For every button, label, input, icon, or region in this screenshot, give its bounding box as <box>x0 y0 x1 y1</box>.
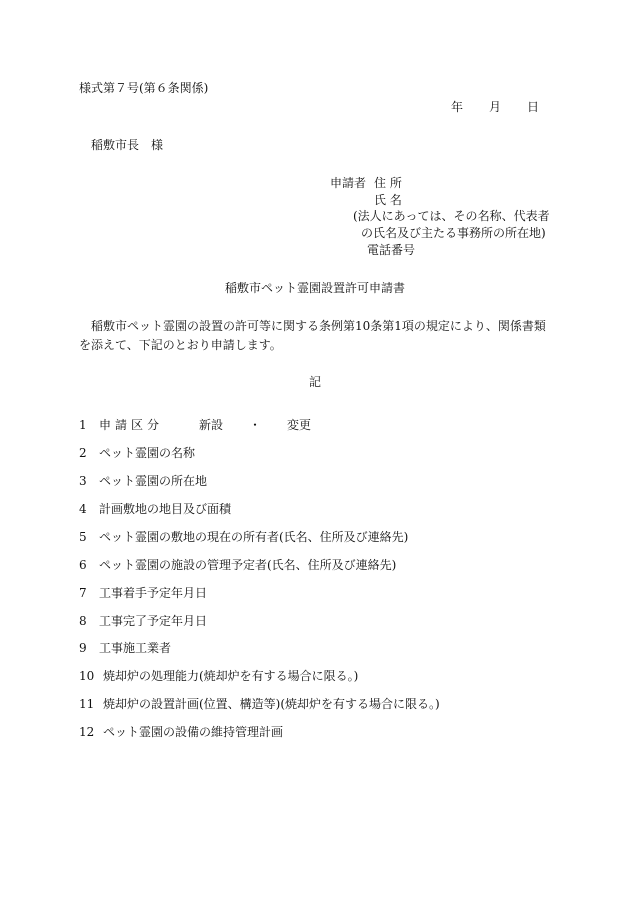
option-separator: ・ <box>249 418 262 432</box>
date-month: 月 <box>489 100 502 114</box>
applicant-phone-label: 電話番号 <box>367 243 416 257</box>
applicant-address-label: 住 所 <box>374 176 402 190</box>
applicant-note-line1: (法人にあっては、その名称、代表者 <box>353 209 550 223</box>
addressee: 稲敷市長 様 <box>91 138 164 152</box>
date-year: 年 <box>451 100 464 114</box>
item-4: 4 計画敷地の地目及び面積 <box>79 502 232 516</box>
item-11: 11 焼却炉の設置計画(位置、構造等)(焼却炉を有する場合に限る。) <box>79 697 440 711</box>
date-day: 日 <box>527 100 540 114</box>
form-id: 様式第７号(第６条関係) <box>79 81 209 95</box>
item-3: 3 ペット霊園の所在地 <box>79 474 208 488</box>
item-2: 2 ペット霊園の名称 <box>79 446 196 460</box>
item-6: 6 ペット霊園の施設の管理予定者(氏名、住所及び連絡先) <box>79 558 397 572</box>
item-1-label: 申請区分 <box>99 418 164 432</box>
option-change: 変更 <box>287 418 312 432</box>
applicant-name-label: 氏 名 <box>374 193 402 207</box>
item-7: 7 工事着手予定年月日 <box>79 586 208 600</box>
applicant-note-line2: の氏名及び主たる事務所の所在地) <box>361 226 546 240</box>
item-5: 5 ペット霊園の敷地の現在の所有者(氏名、住所及び連絡先) <box>79 530 409 544</box>
date-line <box>451 99 539 115</box>
ki-heading: 記 <box>308 375 321 389</box>
applicant-label: 申請者 <box>330 176 367 190</box>
item-1: 1 申請区分 新設 ・ 変更 <box>79 418 312 432</box>
item-8: 8 工事完了予定年月日 <box>79 614 208 628</box>
body-text: 稲敷市ペット霊園の設置の許可等に関する条例第10条第1項の規定により、関係書類を添えて、下記のとおり申請します。 <box>79 319 546 352</box>
item-9: 9 工事施工業者 <box>79 641 172 655</box>
option-new: 新設 <box>199 418 224 432</box>
item-12: 12 ペット霊園の設備の維持管理計画 <box>79 725 284 739</box>
document-title: 稲敷市ペット霊園設置許可申請書 <box>224 281 405 295</box>
item-10: 10 焼却炉の処理能力(焼却炉を有する場合に限る。) <box>79 669 359 683</box>
